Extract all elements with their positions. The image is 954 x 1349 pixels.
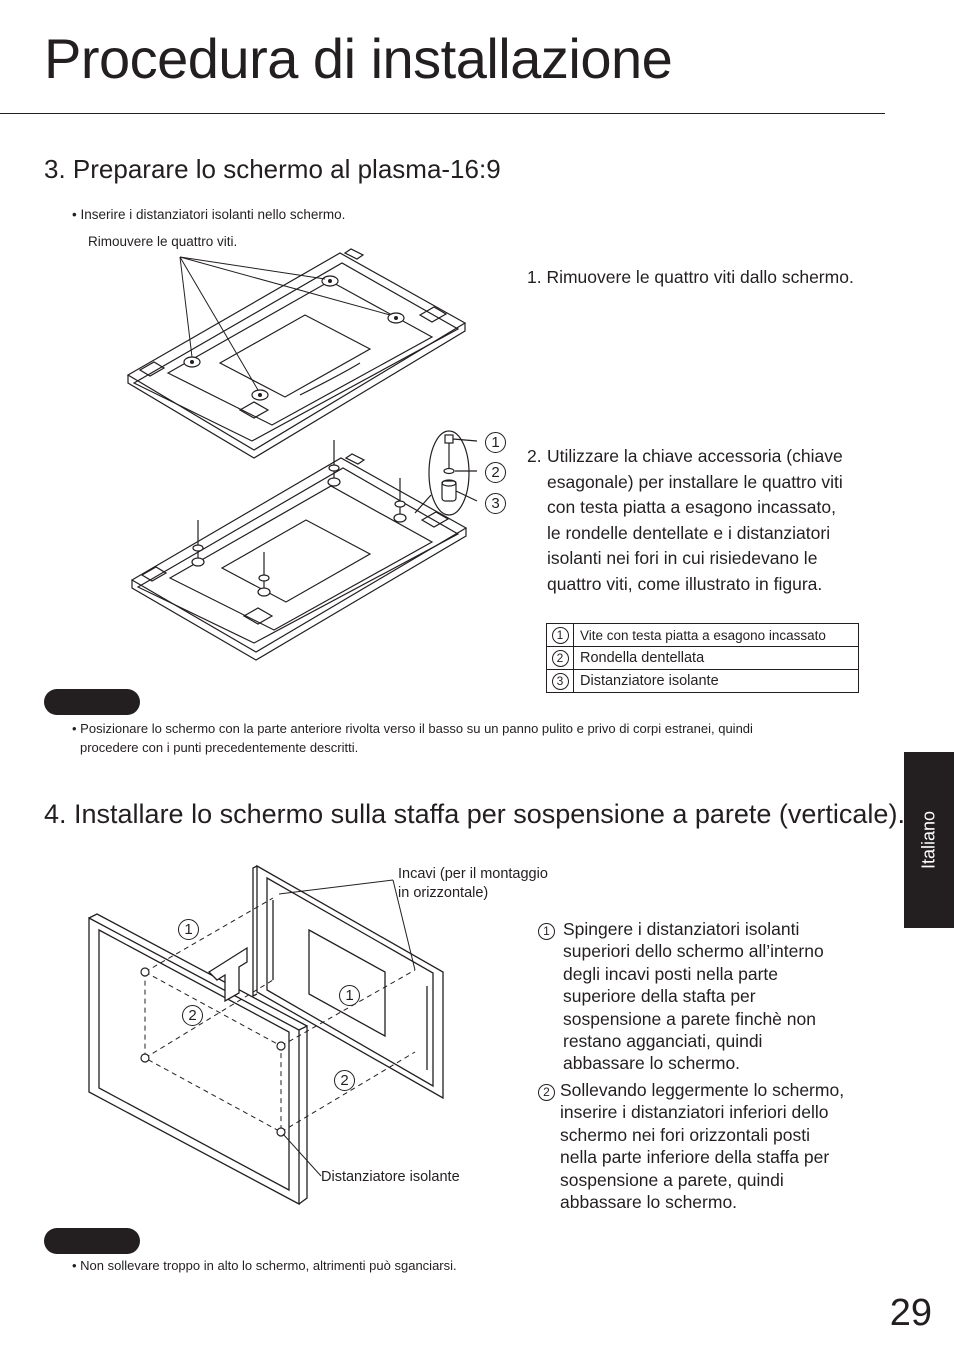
step1-line: degli incavi posti nella parte: [563, 963, 778, 984]
label-incavi: [398, 865, 548, 903]
step2-line: nella parte inferiore della staffa per: [560, 1147, 830, 1168]
page-title: Procedura di installazione: [44, 27, 673, 90]
note-badge: [44, 1228, 140, 1254]
callout-number-2: 2: [485, 462, 506, 483]
title-divider: [0, 113, 885, 114]
section3-note: [72, 719, 753, 757]
label-incavi-line: Incavi (per il montaggio: [398, 866, 548, 882]
legend-label: Rondella dentellata: [574, 647, 859, 670]
step1-line: Spingere i distanziatori isolanti: [563, 919, 800, 939]
step2-line: sospensione a parete, quindi: [560, 1169, 784, 1190]
step2-line: Sollevando leggermente lo schermo,: [560, 1080, 845, 1100]
step1-line: abbassare lo schermo.: [563, 1053, 741, 1074]
callout-number-1: 1: [485, 432, 506, 453]
page-number: 29: [889, 1292, 932, 1334]
legend-row: [547, 647, 859, 670]
section3-heading: 3. Preparare lo schermo al plasma-16:9: [44, 154, 501, 184]
legend-label: Vite con testa piatta a esagono incassato: [574, 624, 859, 647]
callout-number-2: 2: [334, 1070, 355, 1091]
legend-label: Distanziatore isolante: [574, 670, 859, 693]
figure-caption-remove-screws: Rimouvere le quattro viti.: [88, 234, 238, 249]
section3-step2-number: 2.: [527, 446, 542, 466]
legend-row: [547, 624, 859, 647]
callout-number-3: 3: [485, 493, 506, 514]
legend-number: 1: [552, 627, 569, 644]
callout-number-2: 2: [182, 1005, 203, 1026]
figure-screen-wall-bracket: [85, 860, 465, 1210]
language-tab-label: Italiano: [918, 810, 939, 870]
step2-line: le rondelle dentellate e i distanziatori: [547, 522, 831, 543]
legend-row: [547, 670, 859, 693]
legend-number: 2: [552, 650, 569, 667]
step1-line: superiori dello schermo all’interno: [563, 941, 824, 962]
step1-line: sospensione a parete finchè non: [563, 1008, 816, 1029]
step2-line: schermo nei fori orizzontali posti: [560, 1124, 810, 1145]
note-line: procedere con i punti precedentemente descritti.: [80, 740, 359, 755]
step-marker-1: 1: [538, 923, 555, 940]
label-distanziatore: Distanziatore isolante: [321, 1169, 460, 1185]
section4-note: • Non sollevare troppo in alto lo schermo, altrimenti può sganciarsi.: [72, 1258, 457, 1273]
step2-line: inserire i distanziatori inferiori dello: [560, 1102, 829, 1123]
callout-number-1: 1: [339, 985, 360, 1006]
section3-bullet: • Inserire i distanziatori isolanti nello schermo.: [72, 207, 346, 222]
step2-line: abbassare lo schermo.: [560, 1192, 738, 1213]
step2-line: isolanti nei fori in cui risiedevano le: [547, 548, 818, 569]
section4-step2-text: [560, 1079, 890, 1213]
step2-line: Utilizzare la chiave accessoria (chiave: [547, 446, 843, 466]
screw-detail-callout: [415, 425, 495, 525]
legend-number: 3: [552, 673, 569, 690]
step-marker-2: 2: [538, 1084, 555, 1101]
section4-step1-text: [563, 918, 883, 1075]
step2-line: esagonale) per installare le quattro viti: [547, 471, 843, 492]
label-incavi-line: in orizzontale): [398, 885, 489, 901]
step2-line: quattro viti, come illustrato in figura.: [547, 573, 823, 594]
parts-legend-table: [546, 623, 859, 693]
callout-number-1: 1: [178, 919, 199, 940]
step2-line: con testa piatta a esagono incassato,: [547, 497, 836, 518]
section3-step1: 1. Rimuovere le quattro viti dallo schermo.: [527, 267, 854, 287]
section3-step2-text: [547, 444, 887, 598]
step1-line: restano agganciati, quindi: [563, 1031, 763, 1052]
section4-heading: 4. Installare lo schermo sulla staffa per sospensione a parete (verticale).: [44, 799, 905, 829]
note-line: • Posizionare lo schermo con la parte anteriore rivolta verso il basso su un panno pulito e privo di corpi estranei, quindi: [72, 721, 753, 736]
step1-line: superiore della stafta per: [563, 986, 756, 1007]
language-tab: [904, 752, 954, 928]
note-badge: [44, 689, 140, 715]
